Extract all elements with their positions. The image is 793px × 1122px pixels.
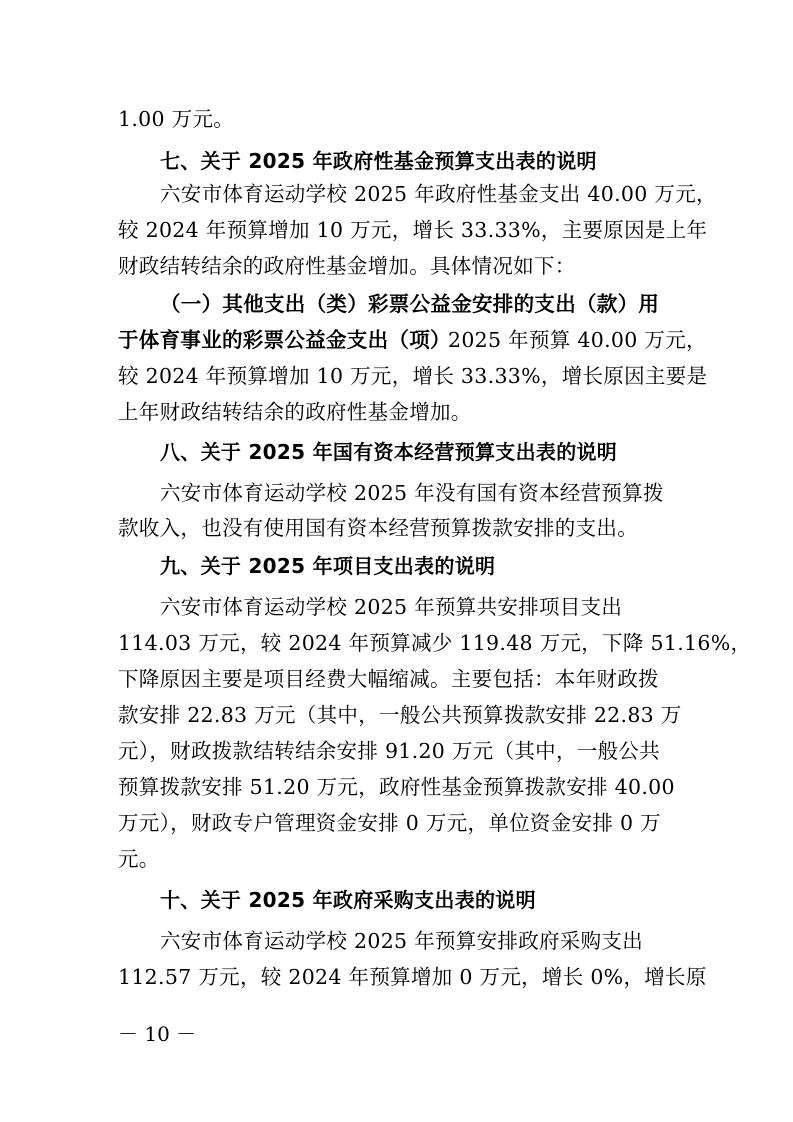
line-text: 六安市体育运动学校 2025 年政府性基金支出 40.00 万元， [160, 182, 717, 206]
line-text: 较 2024 年预算增加 10 万元，增长 33.33%，增长原因主要是 [118, 364, 708, 388]
line-text: 114.03 万元，较 2024 年预算减少 119.48 万元，下降 51.16%， [118, 631, 752, 655]
heading-text: （一）其他支出（类）彩票公益金安排的支出（款）用 [160, 292, 660, 316]
heading-text: 十、关于 2025 年政府采购支出表的说明 [160, 888, 536, 912]
page-number: － 10 － [118, 1022, 197, 1046]
bold-text: 于体育事业的彩票公益金支出（项） [118, 328, 451, 352]
line-text: 元。 [118, 847, 160, 871]
line-text: 六安市体育运动学校 2025 年预算共安排项目支出 [160, 595, 623, 619]
line-text: 预算拨款安排 51.20 万元，政府性基金预算拨款安排 40.00 [118, 775, 675, 799]
line-text: 财政结转结余的政府性基金增加。具体情况如下： [118, 254, 576, 278]
line-text: 2025 年预算 40.00 万元， [448, 328, 707, 352]
line-text: 元），财政拨款结转结余安排 91.20 万元（其中，一般公共 [118, 739, 660, 763]
heading-text: 九、关于 2025 年项目支出表的说明 [160, 554, 496, 578]
line-text: 1.00 万元。 [118, 107, 235, 131]
line-text: 下降原因主要是项目经费大幅缩减。主要包括：本年财政拨 [118, 667, 659, 691]
heading-text: 七、关于 2025 年政府性基金预算支出表的说明 [160, 149, 597, 173]
line-text: 款安排 22.83 万元（其中，一般公共预算拨款安排 22.83 万 [118, 703, 682, 727]
line-text: 较 2024 年预算增加 10 万元，增长 33.33%，主要原因是上年 [118, 218, 708, 242]
line-text: 万元），财政专户管理资金安排 0 万元，单位资金安排 0 万 [118, 811, 661, 835]
line-text: 112.57 万元，较 2024 年预算增加 0 万元，增长 0%，增长原 [118, 965, 707, 989]
line-text: 上年财政结转结余的政府性基金增加。 [118, 400, 472, 424]
line-text: 六安市体育运动学校 2025 年没有国有资本经营预算拨 [160, 481, 664, 505]
heading-text: 八、关于 2025 年国有资本经营预算支出表的说明 [160, 440, 618, 464]
line-text: 六安市体育运动学校 2025 年预算安排政府采购支出 [160, 929, 644, 953]
line-text: 款收入，也没有使用国有资本经营预算拨款安排的支出。 [118, 516, 638, 540]
